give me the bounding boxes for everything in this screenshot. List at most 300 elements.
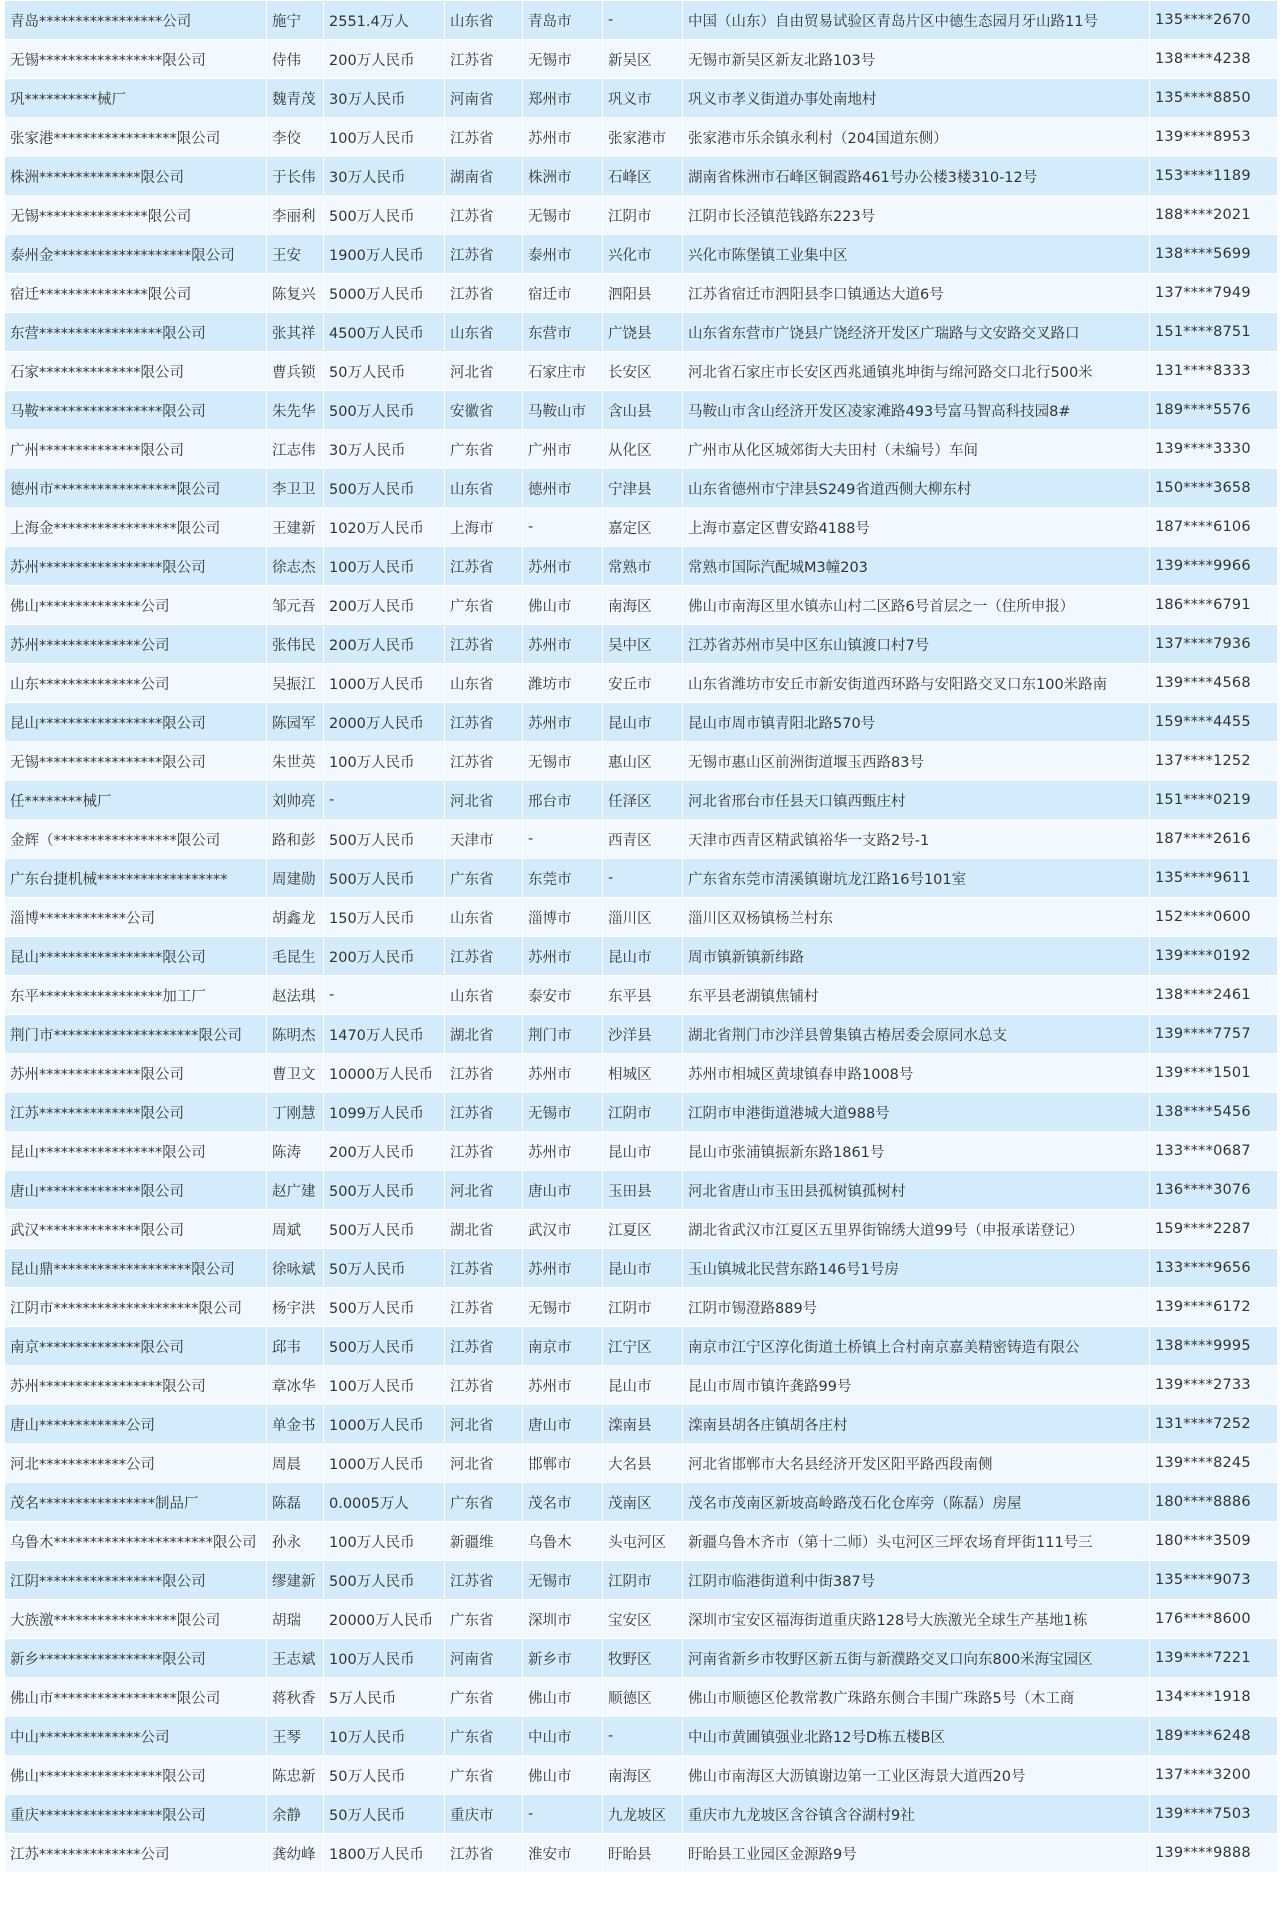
- registered-capital-cell: 500万人民币: [324, 820, 445, 859]
- district-cell: 长安区: [603, 352, 683, 391]
- city-cell: -: [523, 1795, 603, 1834]
- registered-capital-cell: 1099万人民币: [324, 1093, 445, 1132]
- province-cell: 山东省: [445, 1, 523, 40]
- legal-person-cell: 路和彭: [267, 820, 324, 859]
- address-cell: 玉山镇城北民营东路146号1号房: [683, 1249, 1150, 1288]
- table-row: [5, 1015, 1278, 1054]
- district-cell: 广饶县: [603, 313, 683, 352]
- district-cell: 西青区: [603, 820, 683, 859]
- address-cell: 山东省东营市广饶县广饶经济开发区广瑞路与文安路交叉路口: [683, 313, 1150, 352]
- city-cell: 广州市: [523, 430, 603, 469]
- province-cell: 江苏省: [445, 196, 523, 235]
- address-cell: 湖南省株洲市石峰区铜霞路461号办公楼3楼310-12号: [683, 157, 1150, 196]
- district-cell: 昆山市: [603, 1249, 683, 1288]
- legal-person-cell: 侍伟: [267, 40, 324, 79]
- company-name-cell: 广东台捷机械******************: [5, 859, 267, 898]
- legal-person-cell: 张伟民: [267, 625, 324, 664]
- table-row: [5, 781, 1278, 820]
- address-cell: 湖北省荆门市沙洋县曾集镇古椿居委会原同水总支: [683, 1015, 1150, 1054]
- district-cell: 张家港市: [603, 118, 683, 157]
- province-cell: 江苏省: [445, 1561, 523, 1600]
- table-row: [5, 1522, 1278, 1561]
- company-name-cell: 江阴市********************限公司: [5, 1288, 267, 1327]
- company-name-cell: 苏州*****************限公司: [5, 1366, 267, 1405]
- legal-person-cell: 章冰华: [267, 1366, 324, 1405]
- legal-person-cell: 曹兵锁: [267, 352, 324, 391]
- table-row: [5, 157, 1278, 196]
- table-row: [5, 1483, 1278, 1522]
- city-cell: 佛山市: [523, 1756, 603, 1795]
- province-cell: 江苏省: [445, 1366, 523, 1405]
- address-cell: 昆山市周市镇许龚路99号: [683, 1366, 1150, 1405]
- registered-capital-cell: 1000万人民币: [324, 1405, 445, 1444]
- district-cell: 牧野区: [603, 1639, 683, 1678]
- phone-cell: 139****9966: [1150, 547, 1278, 586]
- table-row: [5, 1288, 1278, 1327]
- district-cell: 昆山市: [603, 1132, 683, 1171]
- district-cell: 泗阳县: [603, 274, 683, 313]
- registered-capital-cell: 10万人民币: [324, 1717, 445, 1756]
- city-cell: 马鞍山市: [523, 391, 603, 430]
- company-name-cell: 东平*****************加工厂: [5, 976, 267, 1015]
- company-name-cell: 广州**************限公司: [5, 430, 267, 469]
- city-cell: 泰州市: [523, 235, 603, 274]
- legal-person-cell: 周晨: [267, 1444, 324, 1483]
- address-cell: 山东省潍坊市安丘市新安街道西环路与安阳路交叉口东100米路南: [683, 664, 1150, 703]
- district-cell: 南海区: [603, 1756, 683, 1795]
- address-cell: 江阴市长泾镇范钱路东223号: [683, 196, 1150, 235]
- city-cell: 武汉市: [523, 1210, 603, 1249]
- address-cell: 佛山市南海区里水镇赤山村二区路6号首层之一（住所申报）: [683, 586, 1150, 625]
- phone-cell: 135****2670: [1150, 1, 1278, 40]
- legal-person-cell: 徐咏斌: [267, 1249, 324, 1288]
- phone-cell: 138****4238: [1150, 40, 1278, 79]
- district-cell: 顺德区: [603, 1678, 683, 1717]
- address-cell: 新疆乌鲁木齐市（第十二师）头屯河区三坪农场育坪街111号三: [683, 1522, 1150, 1561]
- district-cell: 江阴市: [603, 196, 683, 235]
- city-cell: 德州市: [523, 469, 603, 508]
- city-cell: 潍坊市: [523, 664, 603, 703]
- phone-cell: 159****4455: [1150, 703, 1278, 742]
- district-cell: 任泽区: [603, 781, 683, 820]
- phone-cell: 159****2287: [1150, 1210, 1278, 1249]
- city-cell: 无锡市: [523, 40, 603, 79]
- phone-cell: 135****9073: [1150, 1561, 1278, 1600]
- company-name-cell: 石家**************限公司: [5, 352, 267, 391]
- district-cell: 江阴市: [603, 1288, 683, 1327]
- province-cell: 江苏省: [445, 547, 523, 586]
- province-cell: 湖南省: [445, 157, 523, 196]
- district-cell: 江宁区: [603, 1327, 683, 1366]
- company-name-cell: 无锡*****************限公司: [5, 742, 267, 781]
- address-cell: 湖北省武汉市江夏区五里界街锦绣大道99号（申报承诺登记）: [683, 1210, 1150, 1249]
- table-row: [5, 1600, 1278, 1639]
- city-cell: 唐山市: [523, 1171, 603, 1210]
- registered-capital-cell: 100万人民币: [324, 118, 445, 157]
- province-cell: 广东省: [445, 1756, 523, 1795]
- phone-cell: 187****6106: [1150, 508, 1278, 547]
- phone-cell: 139****6172: [1150, 1288, 1278, 1327]
- province-cell: 江苏省: [445, 1132, 523, 1171]
- registered-capital-cell: 500万人民币: [324, 1561, 445, 1600]
- phone-cell: 134****1918: [1150, 1678, 1278, 1717]
- phone-cell: 139****1501: [1150, 1054, 1278, 1093]
- table-body: [5, 1, 1278, 1873]
- legal-person-cell: 赵广建: [267, 1171, 324, 1210]
- province-cell: 山东省: [445, 313, 523, 352]
- address-cell: 东平县老湖镇焦铺村: [683, 976, 1150, 1015]
- company-name-cell: 昆山*****************限公司: [5, 937, 267, 976]
- district-cell: 滦南县: [603, 1405, 683, 1444]
- address-cell: 无锡市惠山区前洲街道堰玉西路83号: [683, 742, 1150, 781]
- registered-capital-cell: 1470万人民币: [324, 1015, 445, 1054]
- company-name-cell: 唐山**************限公司: [5, 1171, 267, 1210]
- company-name-cell: 江苏**************限公司: [5, 1093, 267, 1132]
- legal-person-cell: 邹元吾: [267, 586, 324, 625]
- table-row: [5, 274, 1278, 313]
- district-cell: 安丘市: [603, 664, 683, 703]
- company-name-cell: 青岛*****************公司: [5, 1, 267, 40]
- phone-cell: 139****2733: [1150, 1366, 1278, 1405]
- address-cell: 马鞍山市含山经济开发区凌家滩路493号富马智高科技园8#: [683, 391, 1150, 430]
- company-name-cell: 无锡*****************限公司: [5, 40, 267, 79]
- address-cell: 天津市西青区精武镇裕华一支路2号-1: [683, 820, 1150, 859]
- phone-cell: 137****7936: [1150, 625, 1278, 664]
- table-row: [5, 79, 1278, 118]
- phone-cell: 139****8245: [1150, 1444, 1278, 1483]
- company-name-cell: 苏州*****************限公司: [5, 547, 267, 586]
- province-cell: 江苏省: [445, 1288, 523, 1327]
- company-name-cell: 佛山**************公司: [5, 586, 267, 625]
- address-cell: 昆山市周市镇青阳北路570号: [683, 703, 1150, 742]
- company-name-cell: 江阴*****************限公司: [5, 1561, 267, 1600]
- company-name-cell: 唐山************公司: [5, 1405, 267, 1444]
- city-cell: 石家庄市: [523, 352, 603, 391]
- city-cell: 南京市: [523, 1327, 603, 1366]
- city-cell: 新乡市: [523, 1639, 603, 1678]
- city-cell: 苏州市: [523, 118, 603, 157]
- province-cell: 江苏省: [445, 625, 523, 664]
- city-cell: 泰安市: [523, 976, 603, 1015]
- company-name-cell: 乌鲁木**********************限公司: [5, 1522, 267, 1561]
- province-cell: 山东省: [445, 664, 523, 703]
- phone-cell: 176****8600: [1150, 1600, 1278, 1639]
- legal-person-cell: 毛昆生: [267, 937, 324, 976]
- registered-capital-cell: -: [324, 976, 445, 1015]
- registered-capital-cell: 1000万人民币: [324, 1444, 445, 1483]
- company-name-cell: 大族激*****************限公司: [5, 1600, 267, 1639]
- phone-cell: 187****2616: [1150, 820, 1278, 859]
- registered-capital-cell: 200万人民币: [324, 1132, 445, 1171]
- registered-capital-cell: 500万人民币: [324, 391, 445, 430]
- company-name-cell: 昆山*****************限公司: [5, 1132, 267, 1171]
- table-row: [5, 1171, 1278, 1210]
- table-row: [5, 859, 1278, 898]
- legal-person-cell: 吴振江: [267, 664, 324, 703]
- table-row: [5, 1, 1278, 40]
- province-cell: 江苏省: [445, 703, 523, 742]
- city-cell: 无锡市: [523, 1561, 603, 1600]
- address-cell: 江阴市临港街道利中街387号: [683, 1561, 1150, 1600]
- phone-cell: 138****5699: [1150, 235, 1278, 274]
- legal-person-cell: 周斌: [267, 1210, 324, 1249]
- registered-capital-cell: 100万人民币: [324, 1522, 445, 1561]
- province-cell: 江苏省: [445, 937, 523, 976]
- district-cell: 昆山市: [603, 703, 683, 742]
- table-row: [5, 1561, 1278, 1600]
- company-name-cell: 德州市*****************限公司: [5, 469, 267, 508]
- district-cell: 茂南区: [603, 1483, 683, 1522]
- address-cell: 江苏省宿迁市泗阳县李口镇通达大道6号: [683, 274, 1150, 313]
- table-row: [5, 1639, 1278, 1678]
- legal-person-cell: 缪建新: [267, 1561, 324, 1600]
- legal-person-cell: 胡鑫龙: [267, 898, 324, 937]
- table-row: [5, 742, 1278, 781]
- province-cell: 河南省: [445, 1639, 523, 1678]
- legal-person-cell: 陈磊: [267, 1483, 324, 1522]
- legal-person-cell: 朱世英: [267, 742, 324, 781]
- district-cell: 新吴区: [603, 40, 683, 79]
- city-cell: 深圳市: [523, 1600, 603, 1639]
- table-row: [5, 40, 1278, 79]
- registered-capital-cell: 5000万人民币: [324, 274, 445, 313]
- legal-person-cell: 张其祥: [267, 313, 324, 352]
- phone-cell: 139****8953: [1150, 118, 1278, 157]
- address-cell: 重庆市九龙坡区含谷镇含谷湖村9社: [683, 1795, 1150, 1834]
- registered-capital-cell: 50万人民币: [324, 1795, 445, 1834]
- address-cell: 兴化市陈堡镇工业集中区: [683, 235, 1150, 274]
- legal-person-cell: 孙永: [267, 1522, 324, 1561]
- district-cell: 南海区: [603, 586, 683, 625]
- city-cell: 苏州市: [523, 625, 603, 664]
- registered-capital-cell: 100万人民币: [324, 1639, 445, 1678]
- table-row: [5, 1327, 1278, 1366]
- city-cell: 无锡市: [523, 742, 603, 781]
- phone-cell: 137****3200: [1150, 1756, 1278, 1795]
- district-cell: -: [603, 1717, 683, 1756]
- table-row: [5, 313, 1278, 352]
- province-cell: 江苏省: [445, 1093, 523, 1132]
- phone-cell: 135****9611: [1150, 859, 1278, 898]
- district-cell: 宝安区: [603, 1600, 683, 1639]
- province-cell: 新疆维: [445, 1522, 523, 1561]
- city-cell: 邢台市: [523, 781, 603, 820]
- table-row: [5, 391, 1278, 430]
- city-cell: 青岛市: [523, 1, 603, 40]
- city-cell: 苏州市: [523, 703, 603, 742]
- province-cell: 广东省: [445, 859, 523, 898]
- city-cell: 淄博市: [523, 898, 603, 937]
- table-row: [5, 118, 1278, 157]
- company-name-cell: 重庆*****************限公司: [5, 1795, 267, 1834]
- address-cell: 盱眙县工业园区金源路9号: [683, 1834, 1150, 1873]
- city-cell: 东营市: [523, 313, 603, 352]
- company-name-cell: 苏州**************公司: [5, 625, 267, 664]
- company-name-cell: 江苏**************公司: [5, 1834, 267, 1873]
- address-cell: 佛山市南海区大沥镇谢边第一工业区海景大道西20号: [683, 1756, 1150, 1795]
- phone-cell: 137****1252: [1150, 742, 1278, 781]
- phone-cell: 138****5456: [1150, 1093, 1278, 1132]
- province-cell: 江苏省: [445, 1327, 523, 1366]
- phone-cell: 152****0600: [1150, 898, 1278, 937]
- address-cell: 山东省德州市宁津县S249省道西侧大柳东村: [683, 469, 1150, 508]
- table-row: [5, 1444, 1278, 1483]
- district-cell: 惠山区: [603, 742, 683, 781]
- table-row: [5, 430, 1278, 469]
- address-cell: 广州市从化区城郊街大夫田村（未编号）车间: [683, 430, 1150, 469]
- registered-capital-cell: 200万人民币: [324, 586, 445, 625]
- table-row: [5, 352, 1278, 391]
- legal-person-cell: 单金书: [267, 1405, 324, 1444]
- province-cell: 河北省: [445, 352, 523, 391]
- table-row: [5, 1834, 1278, 1873]
- address-cell: 广东省东莞市清溪镇谢坑龙江路16号101室: [683, 859, 1150, 898]
- registered-capital-cell: 500万人民币: [324, 859, 445, 898]
- legal-person-cell: 王建新: [267, 508, 324, 547]
- province-cell: 上海市: [445, 508, 523, 547]
- company-name-cell: 株洲**************限公司: [5, 157, 267, 196]
- district-cell: 东平县: [603, 976, 683, 1015]
- registered-capital-cell: 150万人民币: [324, 898, 445, 937]
- city-cell: 苏州市: [523, 1054, 603, 1093]
- table-row: [5, 937, 1278, 976]
- table-row: [5, 1717, 1278, 1756]
- company-name-cell: 佛山市*****************限公司: [5, 1678, 267, 1717]
- address-cell: 上海市嘉定区曹安路4188号: [683, 508, 1150, 547]
- district-cell: -: [603, 859, 683, 898]
- city-cell: 乌鲁木: [523, 1522, 603, 1561]
- address-cell: 佛山市顺德区伦教常教广珠路东侧合丰围广珠路5号（木工商: [683, 1678, 1150, 1717]
- table-row: [5, 235, 1278, 274]
- legal-person-cell: 胡瑞: [267, 1600, 324, 1639]
- address-cell: 江阴市锡澄路889号: [683, 1288, 1150, 1327]
- legal-person-cell: 李佼: [267, 118, 324, 157]
- province-cell: 河北省: [445, 781, 523, 820]
- company-name-cell: 佛山*****************限公司: [5, 1756, 267, 1795]
- registered-capital-cell: -: [324, 781, 445, 820]
- province-cell: 安徽省: [445, 391, 523, 430]
- district-cell: 江阴市: [603, 1093, 683, 1132]
- city-cell: 茂名市: [523, 1483, 603, 1522]
- phone-cell: 189****6248: [1150, 1717, 1278, 1756]
- phone-cell: 189****5576: [1150, 391, 1278, 430]
- legal-person-cell: 刘帅亮: [267, 781, 324, 820]
- registered-capital-cell: 30万人民币: [324, 430, 445, 469]
- phone-cell: 135****8850: [1150, 79, 1278, 118]
- phone-cell: 139****0192: [1150, 937, 1278, 976]
- table-row: [5, 547, 1278, 586]
- registered-capital-cell: 1900万人民币: [324, 235, 445, 274]
- phone-cell: 138****2461: [1150, 976, 1278, 1015]
- table-row: [5, 196, 1278, 235]
- address-cell: 中国（山东）自由贸易试验区青岛片区中德生态园月牙山路11号: [683, 1, 1150, 40]
- phone-cell: 139****7757: [1150, 1015, 1278, 1054]
- company-name-cell: 茂名****************制品厂: [5, 1483, 267, 1522]
- phone-cell: 137****7949: [1150, 274, 1278, 313]
- city-cell: 苏州市: [523, 937, 603, 976]
- phone-cell: 138****9995: [1150, 1327, 1278, 1366]
- city-cell: 苏州市: [523, 1132, 603, 1171]
- registered-capital-cell: 500万人民币: [324, 1171, 445, 1210]
- district-cell: 石峰区: [603, 157, 683, 196]
- province-cell: 重庆市: [445, 1795, 523, 1834]
- table-row: [5, 1210, 1278, 1249]
- legal-person-cell: 陈复兴: [267, 274, 324, 313]
- city-cell: 佛山市: [523, 586, 603, 625]
- province-cell: 广东省: [445, 1483, 523, 1522]
- city-cell: -: [523, 508, 603, 547]
- phone-cell: 150****3658: [1150, 469, 1278, 508]
- city-cell: 苏州市: [523, 547, 603, 586]
- district-cell: 相城区: [603, 1054, 683, 1093]
- address-cell: 张家港市乐余镇永利村（204国道东侧）: [683, 118, 1150, 157]
- phone-cell: 180****8886: [1150, 1483, 1278, 1522]
- address-cell: 淄川区双杨镇杨兰村东: [683, 898, 1150, 937]
- company-name-cell: 张家港*****************限公司: [5, 118, 267, 157]
- district-cell: 嘉定区: [603, 508, 683, 547]
- company-name-cell: 南京**************限公司: [5, 1327, 267, 1366]
- legal-person-cell: 魏青茂: [267, 79, 324, 118]
- district-cell: 巩义市: [603, 79, 683, 118]
- phone-cell: 139****7221: [1150, 1639, 1278, 1678]
- company-name-cell: 上海金*****************限公司: [5, 508, 267, 547]
- legal-person-cell: 陈涛: [267, 1132, 324, 1171]
- address-cell: 滦南县胡各庄镇胡各庄村: [683, 1405, 1150, 1444]
- phone-cell: 151****8751: [1150, 313, 1278, 352]
- province-cell: 天津市: [445, 820, 523, 859]
- company-name-cell: 淄博************公司: [5, 898, 267, 937]
- province-cell: 河北省: [445, 1405, 523, 1444]
- legal-person-cell: 江志伟: [267, 430, 324, 469]
- address-cell: 河北省唐山市玉田县孤树镇孤树村: [683, 1171, 1150, 1210]
- province-cell: 河南省: [445, 79, 523, 118]
- table-row: [5, 1795, 1278, 1834]
- province-cell: 江苏省: [445, 40, 523, 79]
- city-cell: 无锡市: [523, 1093, 603, 1132]
- phone-cell: 139****7503: [1150, 1795, 1278, 1834]
- district-cell: 九龙坡区: [603, 1795, 683, 1834]
- phone-cell: 180****3509: [1150, 1522, 1278, 1561]
- company-name-cell: 东营*****************限公司: [5, 313, 267, 352]
- province-cell: 湖北省: [445, 1015, 523, 1054]
- address-cell: 河北省石家庄市长安区西兆通镇兆坤街与绵河路交口北行500米: [683, 352, 1150, 391]
- district-cell: 玉田县: [603, 1171, 683, 1210]
- address-cell: 南京市江宁区淳化街道土桥镇上合村南京嘉美精密铸造有限公: [683, 1327, 1150, 1366]
- district-cell: 从化区: [603, 430, 683, 469]
- table-row: [5, 508, 1278, 547]
- legal-person-cell: 王志斌: [267, 1639, 324, 1678]
- address-cell: 江阴市申港街道港城大道988号: [683, 1093, 1150, 1132]
- company-name-cell: 荆门市********************限公司: [5, 1015, 267, 1054]
- company-name-cell: 苏州**************限公司: [5, 1054, 267, 1093]
- company-name-cell: 巩**********械厂: [5, 79, 267, 118]
- registered-capital-cell: 5万人民币: [324, 1678, 445, 1717]
- address-cell: 河北省邢台市任县天口镇西甄庄村: [683, 781, 1150, 820]
- table-row: [5, 625, 1278, 664]
- company-name-cell: 昆山鼎*******************限公司: [5, 1249, 267, 1288]
- city-cell: 苏州市: [523, 1366, 603, 1405]
- address-cell: 中山市黄圃镇强业北路12号D栋五楼B区: [683, 1717, 1150, 1756]
- table-row: [5, 1678, 1278, 1717]
- phone-cell: 133****0687: [1150, 1132, 1278, 1171]
- province-cell: 广东省: [445, 586, 523, 625]
- table-row: [5, 1132, 1278, 1171]
- address-cell: 江苏省苏州市吴中区东山镇渡口村7号: [683, 625, 1150, 664]
- city-cell: 苏州市: [523, 1249, 603, 1288]
- phone-cell: 133****9656: [1150, 1249, 1278, 1288]
- table-row: [5, 1366, 1278, 1405]
- legal-person-cell: 于长伟: [267, 157, 324, 196]
